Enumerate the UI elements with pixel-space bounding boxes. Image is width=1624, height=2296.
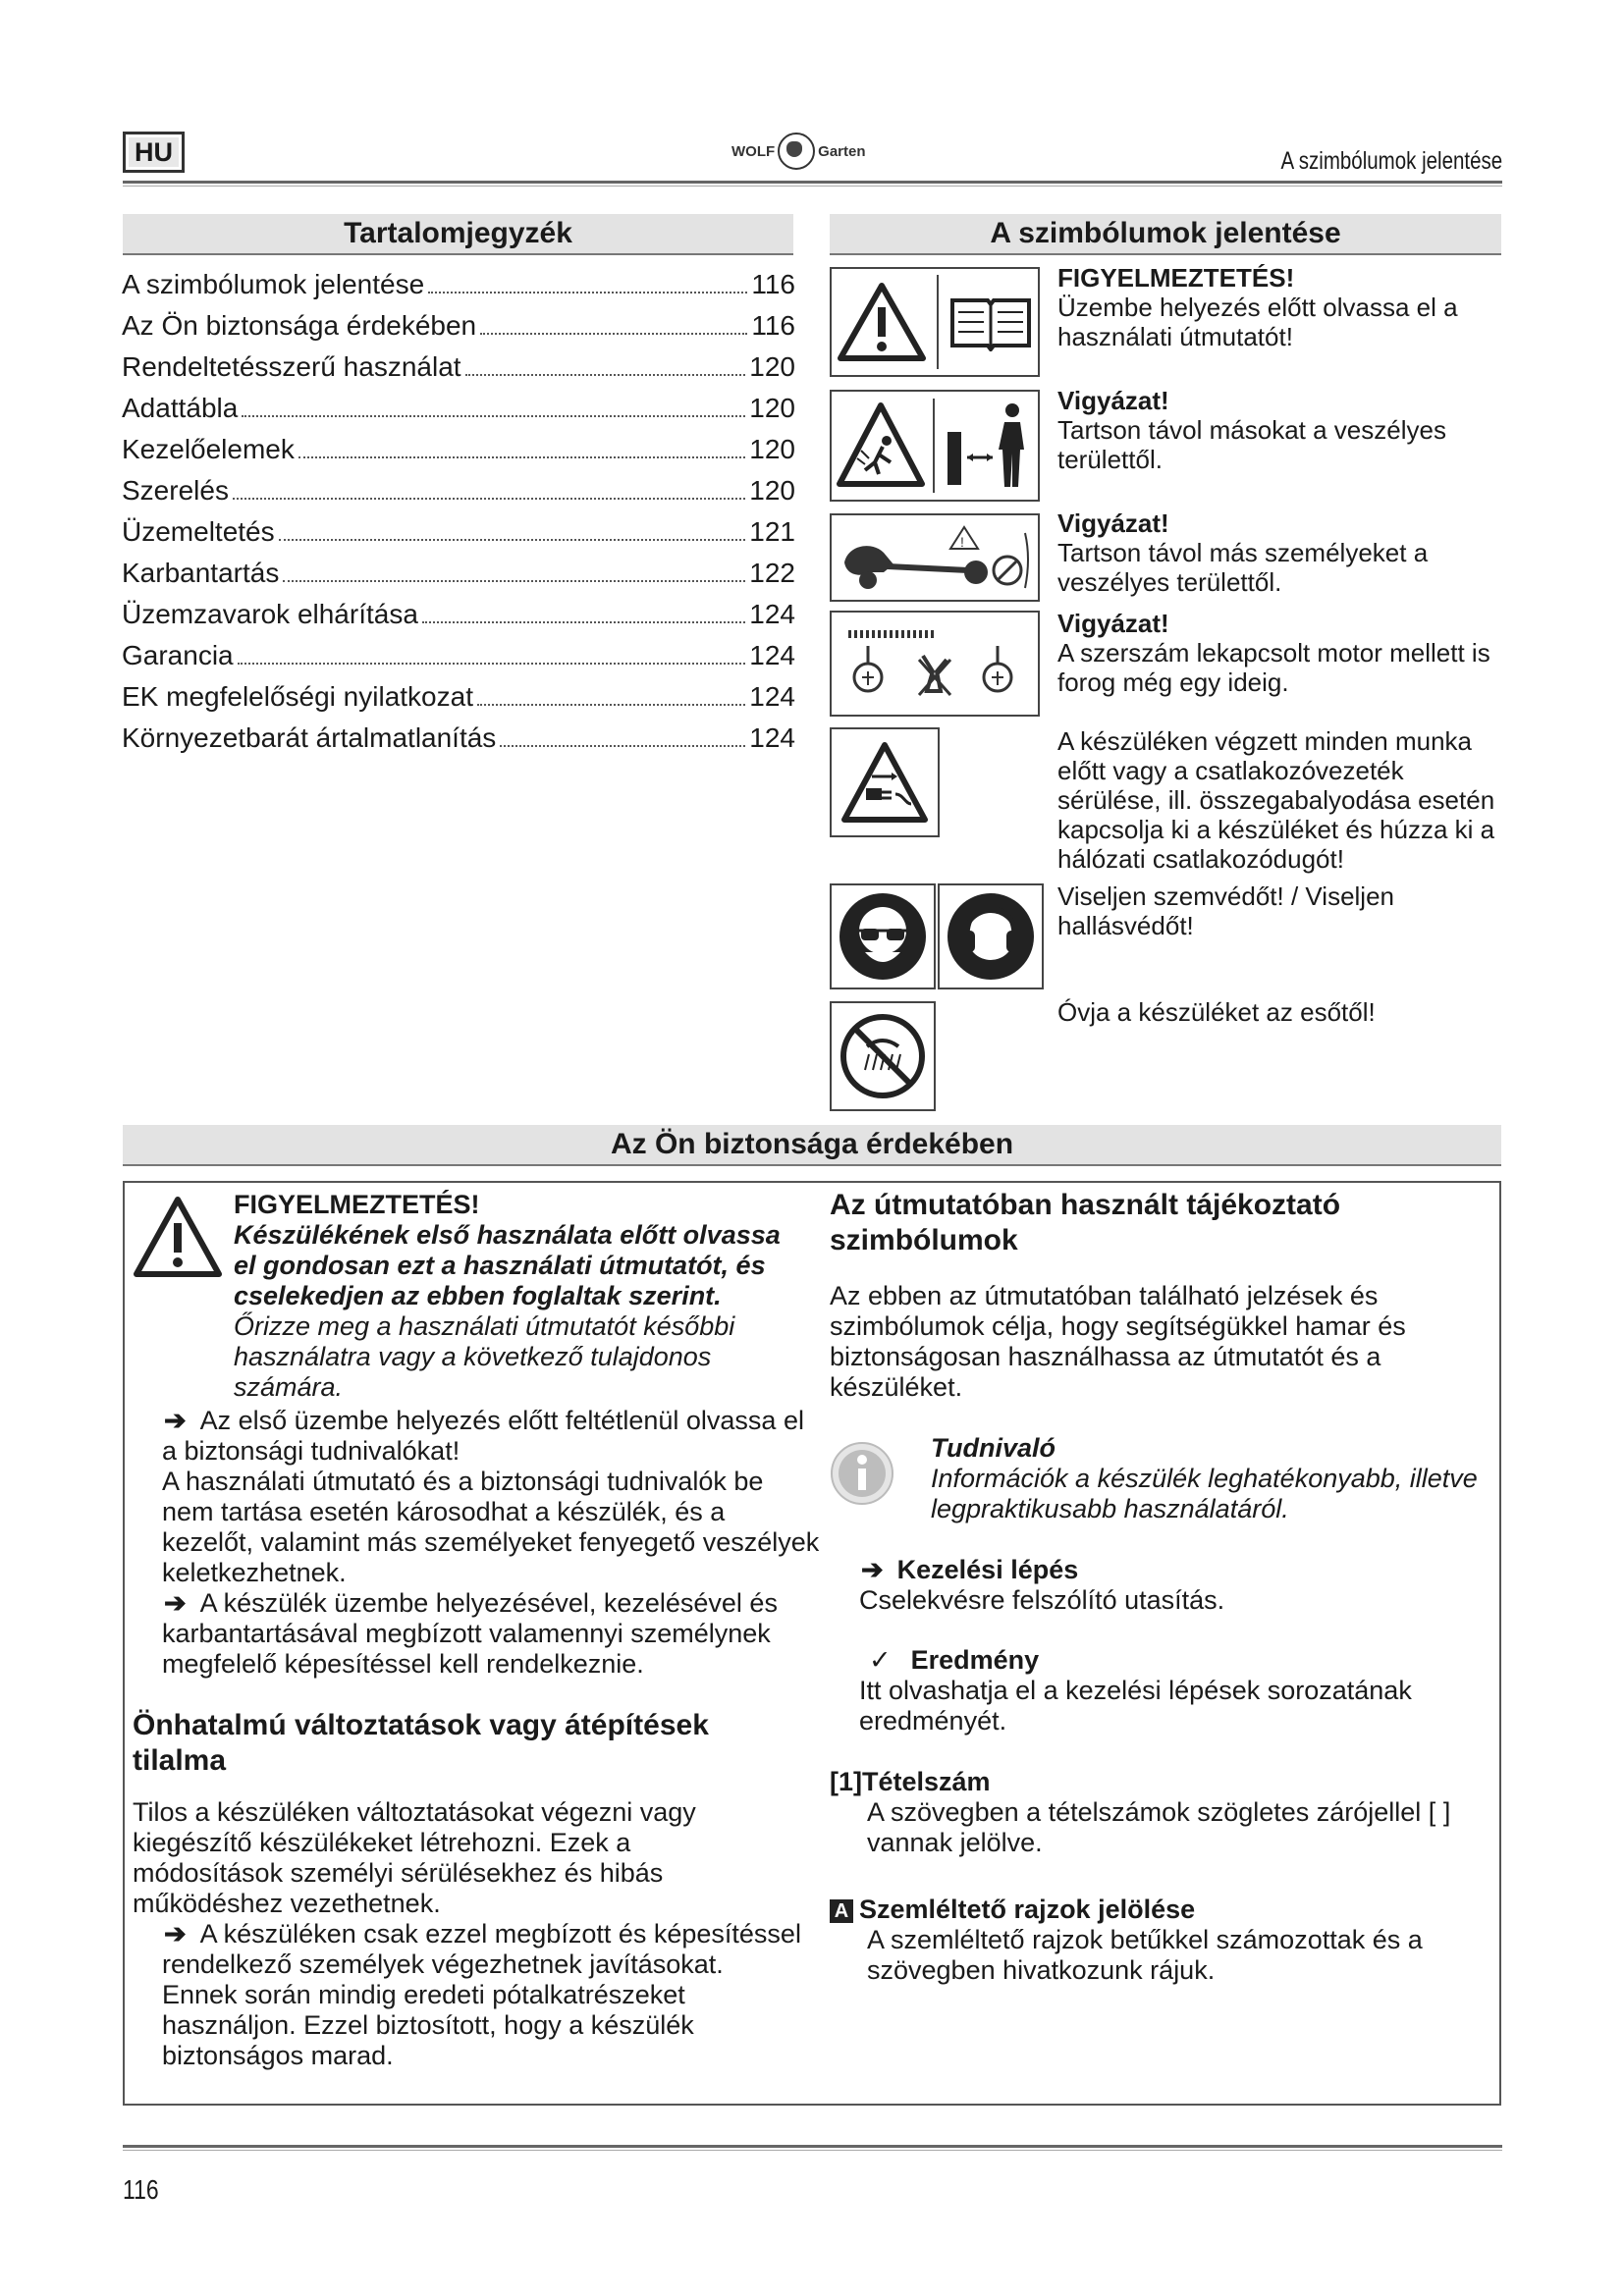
wolf-logo-icon [778, 133, 815, 170]
symbol-description [1057, 263, 1499, 351]
panel-divider [937, 275, 939, 369]
toc-entry[interactable] [122, 269, 795, 310]
symbol-panel-distance [830, 390, 1040, 502]
toc-leader [298, 456, 745, 458]
symbol-body: Tartson távol más személyeket a veszélyes területtől. [1057, 538, 1429, 597]
manual-book-icon [948, 293, 1033, 351]
op-heading: Kezelési lépés [896, 1555, 1079, 1584]
brand-logo [731, 132, 866, 171]
toc-entry[interactable] [122, 475, 795, 516]
toc-entry-page: 122 [749, 558, 795, 588]
toc-entry-label: Környezetbarát ártalmatlanítás [122, 722, 497, 753]
operation-step-legend [859, 1555, 1488, 1616]
toc-entry-page: 120 [749, 434, 795, 464]
toc-entry-label: Adattábla [122, 393, 239, 423]
toc-entry[interactable] [122, 434, 795, 475]
symbol-heading: Vigyázat! [1057, 508, 1169, 538]
symbol-panel-rotating-tool [830, 611, 1040, 717]
symbol-body: Üzembe helyezés előtt olvassa el a használati útmutatót! [1057, 293, 1458, 351]
symbol-panel-eye [830, 883, 936, 989]
no-rain-icon [838, 1011, 928, 1101]
toc-leader [480, 333, 747, 335]
toc-entry[interactable] [122, 558, 795, 599]
arrow-right-icon: ➔ [164, 1919, 187, 1949]
toc-entry-label: Üzemzavarok elhárítása [122, 599, 418, 629]
toc-entry-label: Kezelőelemek [122, 434, 295, 464]
warning-keep-manual: Őrizze meg a használati útmutatót későbbi használatra vagy a következő tulajdonos számára. [234, 1311, 735, 1402]
symbol-body: Óvja a készüléket az esőtől! [1057, 997, 1376, 1027]
symbol-heading: Vigyázat! [1057, 386, 1169, 415]
symbol-heading: FIGYELMEZTETÉS! [1057, 263, 1295, 293]
symbol-panel-unplug [830, 727, 940, 837]
toc-entry[interactable] [122, 351, 795, 393]
operation-step [162, 1406, 820, 1467]
toc-entry-page: 121 [749, 516, 795, 547]
checkmark-icon: ✓ [869, 1645, 892, 1675]
symbol-panel-manual [830, 267, 1040, 377]
operation-step [162, 1588, 820, 1680]
thrown-objects-warning-icon [836, 401, 926, 490]
symbol-panel-rain [830, 1001, 936, 1111]
logo-text-right: Garten [818, 142, 866, 160]
safety-title: Az Ön biztonsága érdekében [123, 1125, 1501, 1166]
toc-entry-label: Szerelés [122, 475, 229, 506]
figure-legend [830, 1895, 1488, 1986]
toc-entry[interactable] [122, 516, 795, 558]
toc-leader [283, 580, 745, 582]
info-icon [830, 1441, 894, 1506]
symbol-body: A készüléken végzett minden munka előtt vagy a csatlakozóvezeték sérülése, ill. összegabalyodása esetén kapcsolja ki a készüléket és húzza ki a hálózati csatlakozódugót! [1057, 726, 1495, 874]
running-header-title: A szimbólumok jelentése [1280, 147, 1502, 175]
toc-entry-label: Az Ön biztonsága érdekében [122, 310, 477, 341]
item-text: A szövegben a tételszámok szögletes zárójellel [ ] vannak jelölve. [867, 1797, 1451, 1857]
warning-triangle-icon [133, 1196, 223, 1278]
toc-leader [465, 374, 746, 376]
modification-heading: Önhatalmú változtatások vagy átépítések tilalma [133, 1709, 709, 1777]
toc-entry-page: 124 [749, 681, 795, 712]
toc-entry-page: 120 [749, 475, 795, 506]
arrow-right-icon: ➔ [164, 1406, 187, 1435]
warning-heading: FIGYELMEZTETÉS! [234, 1190, 480, 1219]
symbol-body: Viseljen szemvédőt! / Viseljen hallásvédőt! [1057, 881, 1395, 940]
toc-entry[interactable] [122, 722, 795, 764]
table-of-contents [122, 269, 795, 764]
item-number-legend [830, 1767, 1488, 1858]
note-heading: Tudnivaló [931, 1433, 1056, 1463]
op-text: Cselekvésre felszólító utasítás. [859, 1585, 1225, 1615]
unplug-warning-icon [840, 741, 929, 824]
figure-text: A szemléltető rajzok betűkkel számozottak és a szövegben hivatkozunk rájuk. [867, 1925, 1423, 1985]
toc-entry-label: Garancia [122, 640, 234, 670]
toc-leader [428, 292, 747, 294]
arrow-right-icon: ➔ [861, 1555, 884, 1584]
footer-divider-thin [123, 2150, 1502, 2151]
symbol-heading: Vigyázat! [1057, 609, 1169, 638]
modification-instructions [162, 1919, 839, 2071]
toc-entry-label: EK megfelelőségi nyilatkozat [122, 681, 473, 712]
symbol-description [1057, 997, 1499, 1027]
symbol-description [1057, 386, 1499, 474]
toc-leader [477, 704, 745, 706]
keep-distance-icon [942, 399, 1034, 493]
note-block [931, 1433, 1481, 1524]
toc-leader [242, 415, 745, 417]
toc-title: Tartalomjegyzék [123, 214, 793, 255]
toc-entry[interactable] [122, 599, 795, 640]
page-number: 116 [123, 2174, 159, 2205]
rotating-tool-icon [839, 616, 1031, 711]
logo-text-left: WOLF [731, 142, 776, 160]
result-heading: Eredmény [910, 1645, 1040, 1675]
toc-entry-page: 120 [749, 393, 795, 423]
eye-protection-icon [838, 891, 928, 982]
step-description: A használati útmutató és a biztonsági tudnivalók be nem tartása esetén károsodhat a készülék, és a kezelőt, valamint más személyeket fenyegető veszélyek keletkezhetnek. [162, 1467, 820, 1587]
info-symbols-text: Az ebben az útmutatóban található jelzések és szimbólumok célja, hogy segítségükkel hamar és biztonságosan használhassa az útmutatót és a készüléket. [830, 1281, 1406, 1402]
figure-badge: A [830, 1899, 853, 1923]
toc-entry-page: 120 [749, 351, 795, 382]
toc-entry-page: 116 [751, 310, 795, 341]
danger-zone-icon [839, 519, 1031, 596]
result-legend [859, 1645, 1488, 1736]
step-text: A készüléken csak ezzel megbízott és képesítéssel rendelkező személyek végezhetnek javításokat. [162, 1919, 801, 1979]
info-symbols-heading: Az útmutatóban használt tájékoztató szimbólumok [830, 1189, 1341, 1256]
symbol-body: Tartson távol másokat a veszélyes területtől. [1057, 415, 1446, 474]
toc-leader [500, 745, 745, 747]
header-divider [123, 181, 1502, 184]
toc-entry-page: 124 [749, 640, 795, 670]
item-heading: [1]Tételszám [830, 1767, 991, 1796]
toc-entry[interactable] [122, 681, 795, 722]
panel-divider [933, 399, 935, 493]
operation-step [162, 1919, 839, 1980]
toc-leader [422, 621, 745, 623]
toc-entry-page: 124 [749, 722, 795, 753]
symbol-description [1057, 508, 1499, 597]
symbol-description [1057, 881, 1499, 940]
language-badge: HU [123, 132, 185, 173]
modification-text: Tilos a készüléken változtatásokat végezni vagy kiegészítő készülékeket létrehozni. Ezek a módosítások személyi sérülésekhez és hibás működéshez vezethetnek. [133, 1797, 696, 1918]
figure-heading: Szemléltető rajzok jelölése [859, 1895, 1196, 1924]
svg-text:!: ! [960, 534, 964, 550]
header-divider-thin [123, 186, 1502, 187]
result-text: Itt olvashatja el a kezelési lépések sorozatának eredményét. [859, 1676, 1412, 1735]
warning-triangle-icon [837, 282, 927, 362]
toc-entry-label: A szimbólumok jelentése [122, 269, 425, 299]
symbol-description [1057, 609, 1499, 697]
symbols-title: A szimbólumok jelentése [830, 214, 1501, 255]
symbol-panel-danger-zone [830, 513, 1040, 602]
step-text: Az első üzembe helyezés előtt feltétlenül olvassa el a biztonsági tudnivalókat! [162, 1406, 804, 1466]
footer-divider [123, 2145, 1502, 2148]
toc-entry[interactable] [122, 393, 795, 434]
toc-entry-label: Rendeltetésszerű használat [122, 351, 461, 382]
arrow-right-icon: ➔ [164, 1588, 187, 1618]
toc-leader [233, 498, 745, 500]
toc-entry-page: 124 [749, 599, 795, 629]
symbol-panel-ear [938, 883, 1044, 989]
toc-entry-page: 116 [751, 269, 795, 299]
toc-entry[interactable] [122, 310, 795, 351]
first-use-warning [234, 1190, 803, 1310]
step-text: A készülék üzembe helyezésével, kezelésével és karbantartásával megbízott valamennyi személynek megfelelő képesítéssel kell rendelkeznie. [162, 1588, 778, 1679]
toc-leader [238, 663, 746, 665]
toc-leader [279, 539, 746, 541]
note-text: Információk a készülék leghatékonyabb, illetve legpraktikusabb használatáról. [931, 1464, 1478, 1523]
step-description: Ennek során mindig eredeti pótalkatrészeket használjon. Ezzel biztosított, hogy a készülék biztonságos marad. [162, 1980, 694, 2070]
toc-entry-label: Karbantartás [122, 558, 280, 588]
toc-entry-label: Üzemeltetés [122, 516, 275, 547]
ear-protection-icon [946, 891, 1036, 982]
symbol-description [1057, 726, 1504, 874]
safety-instructions [162, 1406, 820, 1680]
toc-entry[interactable] [122, 640, 795, 681]
symbol-body: A szerszám lekapcsolt motor mellett is forog még egy ideig. [1057, 638, 1490, 697]
warning-bold-text: Készülékének első használata előtt olvassa el gondosan ezt a használati útmutatót, és cselekedjen az ebben foglaltak szerint. [234, 1220, 781, 1310]
